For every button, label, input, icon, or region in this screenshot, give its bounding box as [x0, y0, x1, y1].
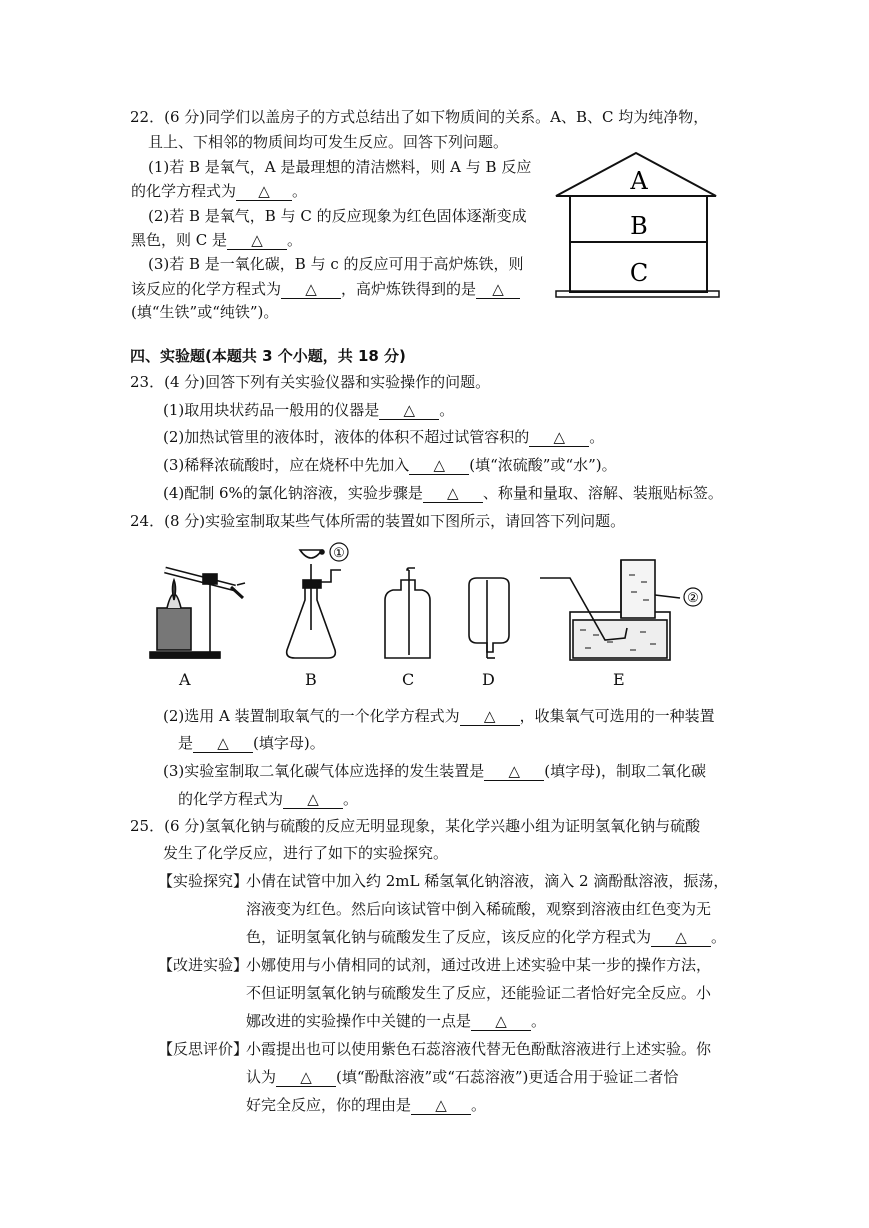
q25-improve-line-1: 小娜使用与小倩相同的试剂，通过改进上述实验中某一步的操作方法，	[246, 956, 712, 974]
answer-blank[interactable]: △	[409, 456, 469, 475]
q23-part3	[163, 455, 617, 475]
answer-blank[interactable]: △	[281, 280, 341, 299]
q25-reflect-line-2	[246, 1067, 678, 1087]
q22-part1-line-b	[131, 181, 307, 201]
q22-part3-text: 该反应的化学方程式为	[131, 280, 282, 298]
q22-part1-text: 的化学方程式为	[131, 182, 237, 200]
answer-blank[interactable]: △	[484, 762, 544, 781]
q25-line-2: 发生了化学反应，进行了如下的实验探究。	[163, 844, 449, 862]
answer-blank[interactable]: △	[460, 707, 520, 726]
q23-intro: 23．(4 分)回答下列有关实验仪器和实验操作的问题。	[130, 373, 491, 391]
lab-apparatus-figure	[145, 540, 745, 670]
q22-line-1: 22．(6 分)同学们以盖房子的方式总结出了如下物质间的关系。A、B、C 均为纯净物，	[130, 108, 709, 126]
q25-reflect-line-3	[246, 1095, 486, 1115]
q22-part3-line-c: (填“生铁”或“纯铁”)。	[131, 303, 279, 321]
q25-explore-line-3	[246, 927, 726, 947]
q24-part3-text: (3)实验室制取二氧化碳气体应选择的发生装置是	[163, 762, 485, 780]
house-diagram	[553, 150, 723, 302]
q23-part3-text-post: (填“浓硫酸”或“水”)。	[469, 456, 617, 474]
q25-tag-explore: 【实验探究】	[158, 872, 249, 890]
q24-part2-line-b	[178, 733, 325, 753]
q25-reflect-text-b: 好完全反应，你的理由是	[246, 1096, 412, 1114]
punct: 。	[531, 1012, 547, 1030]
q25-explore-text: 色，证明氢氧化钠与硫酸发生了反应，该反应的化学方程式为	[246, 928, 652, 946]
answer-blank[interactable]: △	[236, 182, 292, 201]
answer-blank[interactable]: △	[423, 484, 483, 503]
q25-improve-line-2: 不但证明氢氧化钠与硫酸发生了反应，还能验证二者恰好完全反应。小	[246, 984, 712, 1002]
q24-part3-text-post: (填字母)，制取二氧化碳	[544, 762, 706, 780]
apparatus-label-e: E	[613, 670, 625, 689]
q22-line-2: 且上、下相邻的物质间均可发生反应。回答下列问题。	[148, 133, 509, 151]
apparatus-b	[287, 550, 341, 658]
q25-reflect-line-1: 小霞提出也可以使用紫色石蕊溶液代替无色酚酞溶液进行上述实验。你	[246, 1040, 712, 1058]
q25-reflect-text-post: (填“酚酞溶液”或“石蕊溶液”)更适合用于验证二者恰	[336, 1068, 679, 1086]
answer-blank[interactable]: △	[276, 1068, 336, 1087]
apparatus-c	[385, 568, 430, 658]
punct: 。	[292, 182, 308, 200]
punct: 。	[711, 928, 727, 946]
answer-blank[interactable]: △	[379, 401, 439, 420]
q24-part2-line-a	[163, 706, 715, 726]
apparatus-d	[469, 578, 509, 658]
q25-improve-line-3	[246, 1011, 546, 1031]
apparatus-e	[540, 560, 680, 660]
q23-part1-text: (1)取用块状药品一般用的仪器是	[163, 401, 380, 419]
q24-intro: 24．(8 分)实验室制取某些气体所需的装置如下图所示，请回答下列问题。	[130, 512, 626, 530]
answer-blank[interactable]: △	[529, 428, 589, 447]
answer-blank[interactable]: △	[193, 734, 253, 753]
q24-part2-text-b: 是	[178, 734, 194, 752]
answer-blank[interactable]: △	[283, 790, 343, 809]
q25-explore-line-1: 小倩在试管中加入约 2mL 稀氢氧化钠溶液，滴入 2 滴酚酞溶液，振荡，	[246, 872, 729, 890]
answer-blank[interactable]: △	[471, 1012, 531, 1031]
q25-reflect-text: 认为	[246, 1068, 277, 1086]
q24-part2-text-b-post: (填字母)。	[253, 734, 325, 752]
punct: 。	[343, 790, 359, 808]
q25-line-1: 25．(6 分)氢氧化钠与硫酸的反应无明显现象，某化学兴趣小组为证明氢氧化钠与硫酸	[130, 817, 701, 835]
house-label-c: C	[629, 259, 649, 287]
q22-part2-text: 黑色，则 C 是	[131, 231, 228, 249]
q22-part3-line-b	[131, 279, 520, 299]
answer-blank[interactable]: △	[411, 1096, 471, 1115]
q22-part3-line-a: (3)若 B 是一氧化碳，B 与 c 的反应可用于高炉炼铁，则	[148, 255, 524, 273]
punct: 。	[471, 1096, 487, 1114]
marker-1: ①	[333, 546, 345, 561]
marker-2: ②	[687, 591, 699, 606]
apparatus-label-c: C	[402, 670, 415, 689]
apparatus-a	[150, 570, 245, 658]
q23-part1	[163, 400, 454, 420]
q25-improve-text: 娜改进的实验操作中关键的一点是	[246, 1012, 472, 1030]
house-label-a: A	[630, 167, 648, 195]
house-label-b: B	[630, 212, 648, 240]
q25-tag-reflect: 【反思评价】	[158, 1040, 249, 1058]
q22-part2-line-a: (2)若 B 是氧气，B 与 C 的反应现象为红色固体逐渐变成	[148, 207, 527, 225]
q22-part1-line-a: (1)若 B 是氧气，A 是最理想的清洁燃料，则 A 与 B 反应	[148, 158, 532, 176]
punct: 。	[439, 401, 455, 419]
apparatus-label-d: D	[482, 670, 495, 689]
answer-blank[interactable]: △	[651, 928, 711, 947]
q23-part3-text: (3)稀释浓硫酸时，应在烧杯中先加入	[163, 456, 410, 474]
apparatus-label-a: A	[179, 670, 191, 689]
q25-explore-line-2: 溶液变为红色。然后向该试管中倒入稀硫酸，观察到溶液由红色变为无	[246, 900, 712, 918]
q23-part2	[163, 427, 604, 447]
q22-part2-line-b	[131, 230, 302, 250]
q23-part4-text-post: 、称量和量取、溶解、装瓶贴标签。	[482, 484, 723, 502]
q25-tag-improve: 【改进实验】	[158, 956, 249, 974]
punct: 。	[287, 231, 303, 249]
punct: 。	[589, 428, 605, 446]
q24-part3-text-b: 的化学方程式为	[178, 790, 284, 808]
answer-blank[interactable]: △	[227, 231, 287, 250]
section-title: 四、实验题(本题共 3 个小题，共 18 分)	[130, 347, 406, 365]
q22-part3-text-mid: ，高炉炼铁得到的是	[341, 280, 477, 298]
answer-blank[interactable]: △	[476, 280, 520, 299]
q23-part4	[163, 483, 723, 503]
q24-part3-line-b	[178, 789, 358, 809]
apparatus-label-b: B	[305, 670, 317, 689]
q23-part4-text: (4)配制 6%的氯化钠溶液，实验步骤是	[163, 484, 423, 502]
q24-part2-text: (2)选用 A 装置制取氧气的一个化学方程式为	[163, 707, 460, 725]
q24-part2-text-post: ，收集氧气可选用的一种装置	[519, 707, 715, 725]
q24-part3-line-a	[163, 761, 706, 781]
q23-part2-text: (2)加热试管里的液体时，液体的体积不超过试管容积的	[163, 428, 530, 446]
